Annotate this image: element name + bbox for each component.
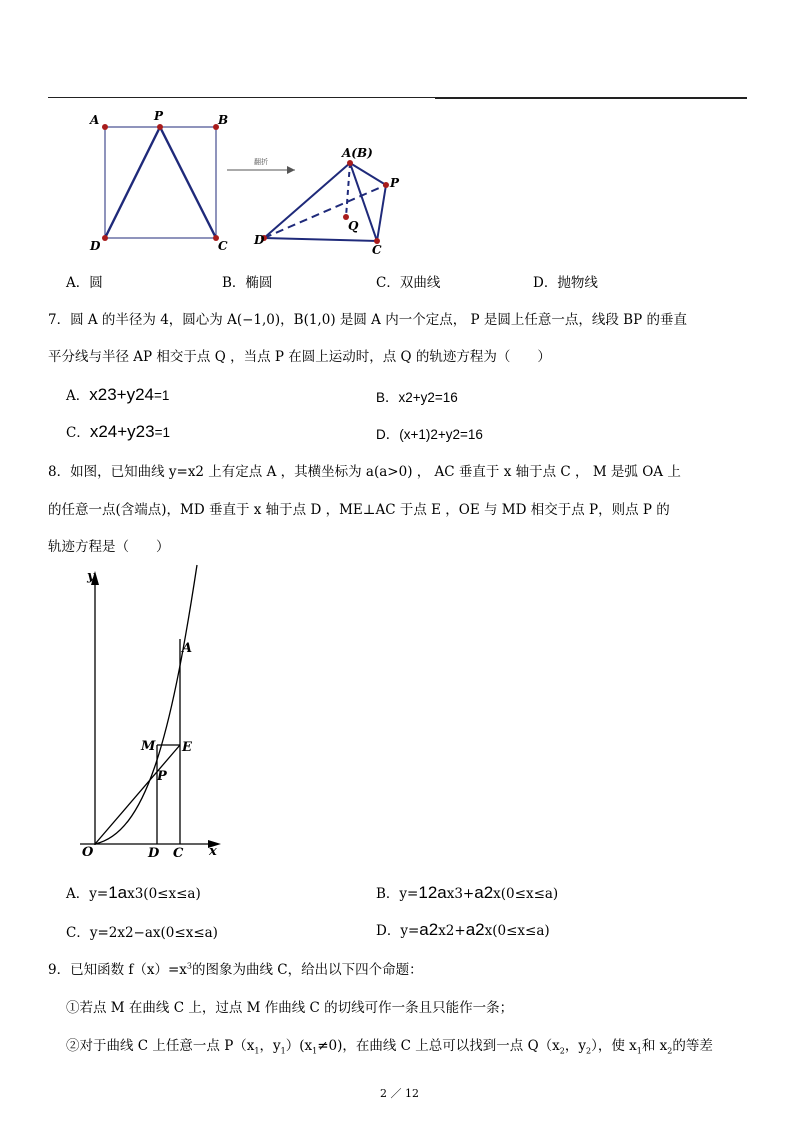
q9-line3-sub4: 2 (559, 1046, 565, 1056)
q8-option-d-fraction2: a2 (465, 920, 485, 939)
q9-line3-seg-h: 的等差 (672, 1038, 713, 1054)
page-number: 2 ／ 12 (380, 1087, 419, 1100)
q7-option-b: B．x2+y2=16 (376, 390, 458, 405)
q8-option-c: C．y=2x2−ax(0≤x≤a) (66, 925, 218, 941)
q6-option-c: C．双曲线 (376, 275, 441, 291)
q9-line1-sup: 3 (186, 961, 193, 971)
q9-line3-sub7: 2 (667, 1046, 673, 1056)
q9-line3-sub1: 1 (254, 1046, 260, 1056)
q8-text-line3: 轨迹方程是（ ） (48, 539, 170, 555)
header-rule-right (435, 97, 747, 99)
q6-label-P2: P (390, 176, 400, 190)
q8-label-x: x (209, 844, 217, 859)
q7-option-c (66, 421, 170, 442)
q8-label-M: M (141, 739, 156, 754)
q6-label-C: C (218, 239, 228, 253)
q8-option-d-prefix: D．y= (376, 923, 420, 939)
q7-option-c-prefix: C． (66, 425, 90, 441)
q6-label-D2: D (254, 233, 265, 247)
q9-line3-seg-b: ，y (259, 1038, 281, 1054)
q6-label-D: D (90, 239, 101, 253)
q9-line3-seg-d: ≠0)，在曲线 C 上总可以找到一点 Q（x (317, 1038, 560, 1054)
q8-figure (75, 563, 235, 868)
q9-text-line1 (48, 958, 423, 978)
q9-text-line2: ①若点 M 在曲线 C 上，过点 M 作曲线 C 的切线可作一条且只能作一条； (66, 1000, 514, 1016)
q8-option-d (376, 919, 550, 940)
q8-option-b-mid: x3+ (446, 886, 475, 902)
q8-option-a (66, 882, 201, 903)
q7-option-c-suffix: =1 (154, 425, 170, 440)
q9-line3-seg-a: ②对于曲线 C 上任意一点 P（x (66, 1038, 255, 1054)
q8-label-D: D (148, 846, 160, 861)
q9-line3-seg-e: ，y (564, 1038, 587, 1054)
header-rule-left (48, 97, 435, 98)
q8-label-A: A (182, 641, 193, 656)
q7-option-a-suffix: =1 (154, 388, 170, 403)
q8-option-b-suffix: x(0≤x≤a) (493, 886, 559, 902)
q9-line1-pre: 9．已知函数 f（x）=x (48, 962, 187, 978)
q6-label-A: A (90, 113, 100, 127)
q7-text-line1: 7．圆 A 的半径为 4，圆心为 A(−1,0)，B(1,0) 是圆 A 内一个定点， P 是圆上任意一点，线段 BP 的垂直 (48, 312, 687, 328)
q6-label-Q: Q (348, 219, 359, 233)
q9-line3-sub6: 1 (636, 1046, 642, 1056)
q8-label-C: C (173, 846, 184, 861)
q8-option-b (376, 882, 558, 903)
q6-label-B: B (218, 113, 229, 127)
q8-option-a-fraction: 1a (108, 883, 128, 902)
q9-text-line3 (66, 1034, 713, 1056)
q9-line3-sub2: 1 (280, 1046, 286, 1056)
q6-option-a: A．圆 (66, 275, 103, 291)
q8-option-d-suffix: x(0≤x≤a) (484, 923, 550, 939)
q8-option-a-prefix: A．y= (66, 886, 109, 902)
q8-label-E: E (182, 740, 192, 755)
q8-text-line1: 8．如图，已知曲线 y=x2 上有定点 A ，其横坐标为 a(a>0) ， AC 垂直于 x 轴于点 C ， M 是弧 OA 上 (48, 464, 681, 480)
q9-line3-seg-f: ），使 x (591, 1038, 637, 1054)
q6-option-b: B．椭圆 (222, 275, 273, 291)
q6-arrow-label: 翻折 (254, 158, 268, 166)
q6-option-d: D．抛物线 (533, 275, 598, 291)
q8-option-d-mid: x2+ (438, 923, 466, 939)
q8-option-b-prefix: B．y= (376, 886, 419, 902)
q9-line1-post: 的图象为曲线 C，给出以下四个命题： (192, 962, 423, 978)
q9-line3-seg-c: ）(x (285, 1038, 313, 1054)
q8-option-a-suffix: x3(0≤x≤a) (127, 886, 201, 902)
q7-text-line2: 平分线与半径 AP 相交于点 Q ，当点 P 在圆上运动时，点 Q 的轨迹方程为（ ） (48, 349, 551, 365)
q6-figure (80, 105, 420, 255)
q8-option-b-fraction2: a2 (474, 883, 494, 902)
q8-label-y: y (87, 569, 95, 584)
q8-option-b-fraction1: 12a (418, 883, 447, 902)
q8-label-O: O (82, 845, 94, 860)
q9-line3-seg-g: 和 x (641, 1038, 668, 1054)
q6-label-P: P (154, 109, 164, 123)
q6-label-AB: A(B) (342, 146, 373, 160)
q7-option-a (66, 384, 169, 405)
q7-option-c-formula: x24+y23 (89, 422, 155, 441)
q8-text-line2: 的任意一点(含端点)，MD 垂直于 x 轴于点 D ，ME⊥AC 于点 E ，OE 与 MD 相交于点 P，则点 P 的 (48, 502, 670, 518)
q7-option-a-formula: x23+y24 (89, 385, 154, 404)
q9-line3-sub3: 1 (312, 1046, 318, 1056)
q8-label-P: P (157, 769, 167, 784)
q7-option-d: D．(x+1)2+y2=16 (376, 427, 483, 442)
q7-option-a-prefix: A． (66, 388, 90, 404)
q9-line3-sub5: 2 (586, 1046, 592, 1056)
q6-label-C2: C (372, 243, 382, 255)
q8-option-d-fraction1: a2 (419, 920, 439, 939)
